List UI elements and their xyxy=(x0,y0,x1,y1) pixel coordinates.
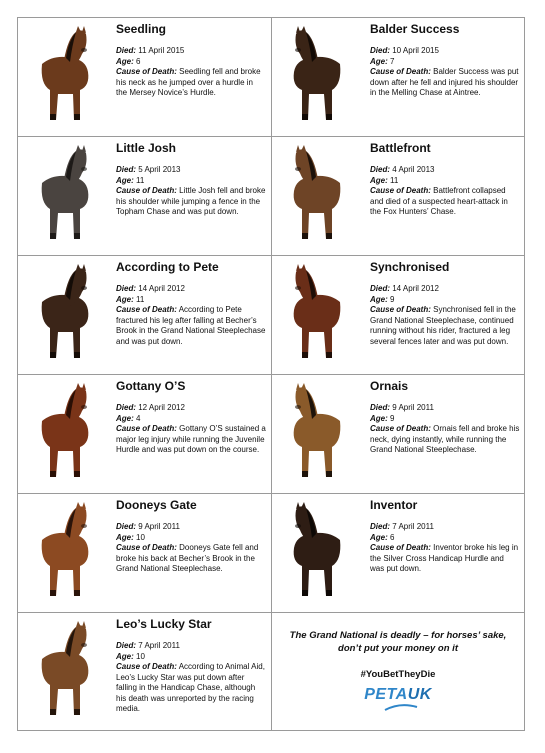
age-line xyxy=(116,414,266,425)
horse-photo xyxy=(24,262,104,362)
age-label: Age: xyxy=(370,532,388,542)
cause-label: Cause of Death: xyxy=(116,67,177,76)
horse-name: Leo’s Lucky Star xyxy=(116,617,212,631)
campaign-hashtag: #YouBetTheyDie xyxy=(360,669,436,680)
horse-details xyxy=(370,137,520,218)
horse-name: Little Josh xyxy=(116,141,177,155)
age-label: Age: xyxy=(116,294,134,304)
died-value: 4 April 2013 xyxy=(392,165,435,174)
died-line xyxy=(370,284,520,295)
died-line xyxy=(116,522,266,533)
horse-name: Inventor xyxy=(370,498,418,512)
died-label: Died: xyxy=(116,641,136,650)
cause-value: Inventor broke his leg in the Silver Cross Handicap Hurdle and was put down. xyxy=(370,543,519,573)
horse-card xyxy=(18,256,271,374)
cause-line xyxy=(116,305,266,347)
horse-card xyxy=(272,256,525,374)
died-line xyxy=(370,46,520,57)
horse-photo xyxy=(278,24,358,124)
logo-text: PETA xyxy=(364,686,408,703)
slogan-line-1: The Grand National is deadly – for horses’ sake, xyxy=(289,630,507,641)
age-label: Age: xyxy=(116,175,134,185)
horse-photo xyxy=(278,500,358,600)
cause-line xyxy=(116,67,266,99)
age-line xyxy=(370,176,520,187)
age-line xyxy=(116,533,266,544)
age-value: 7 xyxy=(390,56,395,66)
cause-label: Cause of Death: xyxy=(116,424,177,433)
age-value: 6 xyxy=(136,56,141,66)
age-line xyxy=(116,295,266,306)
age-line xyxy=(370,533,520,544)
died-value: 10 April 2015 xyxy=(392,46,439,55)
horse-details xyxy=(116,137,266,218)
cause-line xyxy=(116,662,266,715)
horse-name: Balder Success xyxy=(370,22,460,36)
horse-photo xyxy=(278,143,358,243)
cause-value: Synchronised fell in the Grand National Steeplechase, continued running without his rider, fractured a leg several fences later and was put down. xyxy=(370,305,516,346)
age-label: Age: xyxy=(370,175,388,185)
horse-card xyxy=(18,494,271,612)
cause-value: Battlefront collapsed and died of a suspected heart-attack in the Fox Hunters’ Chase. xyxy=(370,186,508,216)
horse-name: Seedling xyxy=(116,22,167,36)
horse-card xyxy=(18,613,271,731)
horse-card xyxy=(18,137,271,255)
age-value: 11 xyxy=(390,175,399,185)
died-line xyxy=(370,165,520,176)
age-label: Age: xyxy=(116,56,134,66)
died-label: Died: xyxy=(370,284,390,293)
cause-value: According to Animal Aid, Leo’s Lucky Star was put down after falling in the Handicap Chase, although his death was unreported by the racing media. xyxy=(116,662,265,713)
died-value: 7 April 2011 xyxy=(392,522,434,531)
died-label: Died: xyxy=(370,403,390,412)
cause-value: According to Pete fractured his leg after falling at Becher’s Brook in the Grand National Steeplechase and was put down. xyxy=(116,305,266,346)
died-value: 12 April 2012 xyxy=(138,403,185,412)
horse-details xyxy=(116,375,266,456)
age-line xyxy=(370,57,520,68)
horse-details xyxy=(116,494,266,575)
horse-details xyxy=(116,18,266,99)
age-value: 11 xyxy=(136,175,145,185)
memorial-grid xyxy=(17,17,525,731)
age-value: 4 xyxy=(136,413,141,423)
horse-name: Battlefront xyxy=(370,141,431,155)
cause-line xyxy=(370,543,520,575)
horse-card xyxy=(272,494,525,612)
cause-line xyxy=(370,305,520,347)
logo-swoosh-icon xyxy=(384,702,418,712)
horse-card xyxy=(272,137,525,255)
cause-value: Balder Success was put down after he fell and injured his shoulder in the Melling Chase at Aintree. xyxy=(370,67,519,97)
cause-line xyxy=(116,543,266,575)
cause-label: Cause of Death: xyxy=(370,186,431,195)
cause-line xyxy=(116,186,266,218)
horse-card xyxy=(272,18,525,136)
died-value: 5 April 2013 xyxy=(138,165,181,174)
horse-name: Synchronised xyxy=(370,260,450,274)
cause-value: Gottany O’S sustained a major leg injury while running the Juvenile Hurdle and was put down on the course. xyxy=(116,424,266,454)
died-value: 9 April 2011 xyxy=(138,522,180,531)
horse-details xyxy=(370,256,520,347)
died-line xyxy=(116,641,266,652)
cause-label: Cause of Death: xyxy=(370,305,431,314)
died-label: Died: xyxy=(116,46,136,55)
campaign-message xyxy=(272,613,524,730)
died-line xyxy=(116,165,266,176)
died-value: 11 April 2015 xyxy=(138,46,185,55)
age-label: Age: xyxy=(370,294,388,304)
horse-card xyxy=(272,375,525,493)
cause-label: Cause of Death: xyxy=(116,305,177,314)
died-value: 14 April 2012 xyxy=(138,284,185,293)
age-value: 6 xyxy=(390,532,395,542)
horse-photo xyxy=(278,381,358,481)
slogan-line-2: don’t put your money on it xyxy=(338,643,458,654)
age-line xyxy=(116,176,266,187)
age-value: 11 xyxy=(136,294,145,304)
age-line xyxy=(116,652,266,663)
cause-label: Cause of Death: xyxy=(370,424,431,433)
died-label: Died: xyxy=(116,165,136,174)
cause-value: Ornais fell and broke his neck, dying instantly, while running the Grand National Steeplechase. xyxy=(370,424,520,454)
died-label: Died: xyxy=(370,165,390,174)
died-value: 14 April 2012 xyxy=(392,284,439,293)
age-line xyxy=(370,414,520,425)
peta-uk-logo xyxy=(364,686,432,704)
horse-details xyxy=(370,494,520,575)
cause-value: Dooneys Gate fell and broke his back at Becher’s Brook in the Grand National Steeplechase. xyxy=(116,543,259,573)
horse-name: According to Pete xyxy=(116,260,219,274)
died-value: 9 April 2011 xyxy=(392,403,434,412)
horse-details xyxy=(116,613,266,715)
cause-label: Cause of Death: xyxy=(116,186,177,195)
horse-name: Gottany O’S xyxy=(116,379,186,393)
horse-card xyxy=(18,375,271,493)
died-line xyxy=(370,403,520,414)
died-line xyxy=(116,284,266,295)
died-line xyxy=(116,46,266,57)
logo-uk-text: UK xyxy=(407,686,432,703)
horse-photo xyxy=(278,262,358,362)
horse-photo xyxy=(24,500,104,600)
age-value: 10 xyxy=(136,651,145,661)
cause-line xyxy=(116,424,266,456)
age-label: Age: xyxy=(116,651,134,661)
age-label: Age: xyxy=(370,56,388,66)
died-line xyxy=(370,522,520,533)
horse-photo xyxy=(24,381,104,481)
cause-label: Cause of Death: xyxy=(116,543,177,552)
age-label: Age: xyxy=(116,532,134,542)
age-line xyxy=(370,295,520,306)
cause-line xyxy=(370,67,520,99)
horse-photo xyxy=(24,619,104,719)
cause-label: Cause of Death: xyxy=(370,543,431,552)
age-value: 10 xyxy=(136,532,145,542)
horse-details xyxy=(370,375,520,456)
age-line xyxy=(116,57,266,68)
horse-name: Dooneys Gate xyxy=(116,498,197,512)
age-label: Age: xyxy=(116,413,134,423)
cause-label: Cause of Death: xyxy=(116,662,177,671)
horse-card xyxy=(18,18,271,136)
cause-label: Cause of Death: xyxy=(370,67,431,76)
horse-photo xyxy=(24,143,104,243)
died-label: Died: xyxy=(116,403,136,412)
cause-value: Little Josh fell and broke his shoulder while jumping a fence in the Topham Chase and was put down. xyxy=(116,186,266,216)
died-value: 7 April 2011 xyxy=(138,641,180,650)
died-label: Died: xyxy=(116,284,136,293)
horse-name: Ornais xyxy=(370,379,409,393)
horse-details xyxy=(370,18,520,99)
died-label: Died: xyxy=(370,522,390,531)
age-value: 9 xyxy=(390,294,395,304)
died-label: Died: xyxy=(116,522,136,531)
cause-value: Seedling fell and broke his neck as he jumped over a hurdle in the Mersey Novice’s Hurdle. xyxy=(116,67,261,97)
age-value: 9 xyxy=(390,413,395,423)
cause-line xyxy=(370,186,520,218)
died-label: Died: xyxy=(370,46,390,55)
cause-line xyxy=(370,424,520,456)
horse-photo xyxy=(24,24,104,124)
died-line xyxy=(116,403,266,414)
campaign-slogan xyxy=(272,629,524,655)
age-label: Age: xyxy=(370,413,388,423)
horse-details xyxy=(116,256,266,347)
